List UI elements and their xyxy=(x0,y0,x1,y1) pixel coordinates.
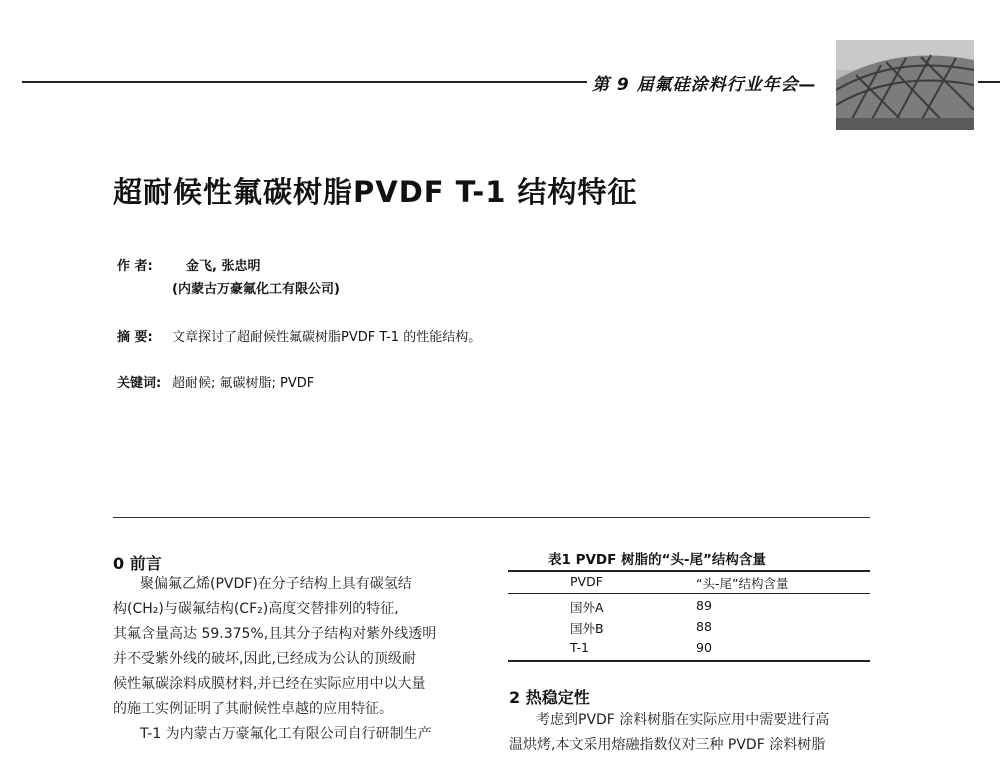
table-row xyxy=(508,638,870,659)
conference-name: 第 9 届氟硅涂料行业年会— xyxy=(592,75,817,95)
keywords-text: 超耐候; 氟碳树脂; PVDF xyxy=(172,376,315,391)
table1-cell: T-1 xyxy=(570,640,589,655)
table-row xyxy=(508,617,870,638)
section2-line: 考虑到PVDF 涂料树脂在实际应用中需要进行高 xyxy=(536,712,830,728)
author-names: 金飞, 张忠明 xyxy=(186,259,261,274)
table1-cell: 国外A xyxy=(570,600,604,615)
section2-paragraph xyxy=(509,708,874,758)
section0-heading: 0 前言 xyxy=(113,554,162,573)
section0-line: 其氟含量高达 59.375%,且其分子结构对紫外线透明 xyxy=(113,626,437,642)
abstract-text: 文章探讨了超耐候性氟碳树脂PVDF T-1 的性能结构。 xyxy=(172,330,482,345)
authors-label: 作 者: xyxy=(117,259,153,274)
section0-line: T-1 为内蒙古万豪氟化工有限公司自行研制生产 xyxy=(140,726,432,742)
header-rule-right xyxy=(978,81,1000,83)
table1-header-cell: PVDF xyxy=(570,574,603,589)
table-row xyxy=(508,596,870,617)
stadium-photo xyxy=(836,40,974,130)
paper-title: 超耐候性氟碳树脂PVDF T-1 结构特征 xyxy=(113,175,638,209)
section2-heading: 2 热稳定性 xyxy=(509,688,590,707)
table1-bottom-rule xyxy=(508,660,870,662)
section0-line: 并不受紫外线的破坏,因此,已经成为公认的顶级耐 xyxy=(113,651,416,667)
abstract-label: 摘 要: xyxy=(117,330,153,345)
keywords-label: 关键词: xyxy=(117,376,162,391)
section0-line: 聚偏氟乙烯(PVDF)在分子结构上具有碳氢结 xyxy=(140,576,412,592)
header-rule xyxy=(22,81,587,83)
table1-cell: 88 xyxy=(696,619,712,634)
table1-cell: 89 xyxy=(696,598,712,613)
author-affiliation: (内蒙古万豪氟化工有限公司) xyxy=(172,282,340,297)
table1-mid-rule xyxy=(508,593,870,594)
section0-line: 候性氟碳涂料成膜材料,并已经在实际应用中以大量 xyxy=(113,676,426,692)
table1-header-row xyxy=(508,572,870,593)
body-rule xyxy=(113,517,870,518)
section2-line: 温烘烤,本文采用熔融指数仪对三种 PVDF 涂料树脂 xyxy=(509,737,826,753)
table1-cell: 90 xyxy=(696,640,712,655)
table1-caption: 表1 PVDF 树脂的“头-尾”结构含量 xyxy=(548,552,766,568)
table1-cell: 国外B xyxy=(570,621,604,636)
bird-nest-stadium-image xyxy=(836,40,974,130)
section0-line: 的施工实例证明了其耐候性卓越的应用特征。 xyxy=(113,701,393,717)
section0-line: 构(CH₂)与碳氟结构(CF₂)高度交替排列的特征, xyxy=(113,601,399,617)
table1-header-cell: “头-尾”结构含量 xyxy=(696,576,789,591)
section0-paragraph xyxy=(113,572,483,747)
